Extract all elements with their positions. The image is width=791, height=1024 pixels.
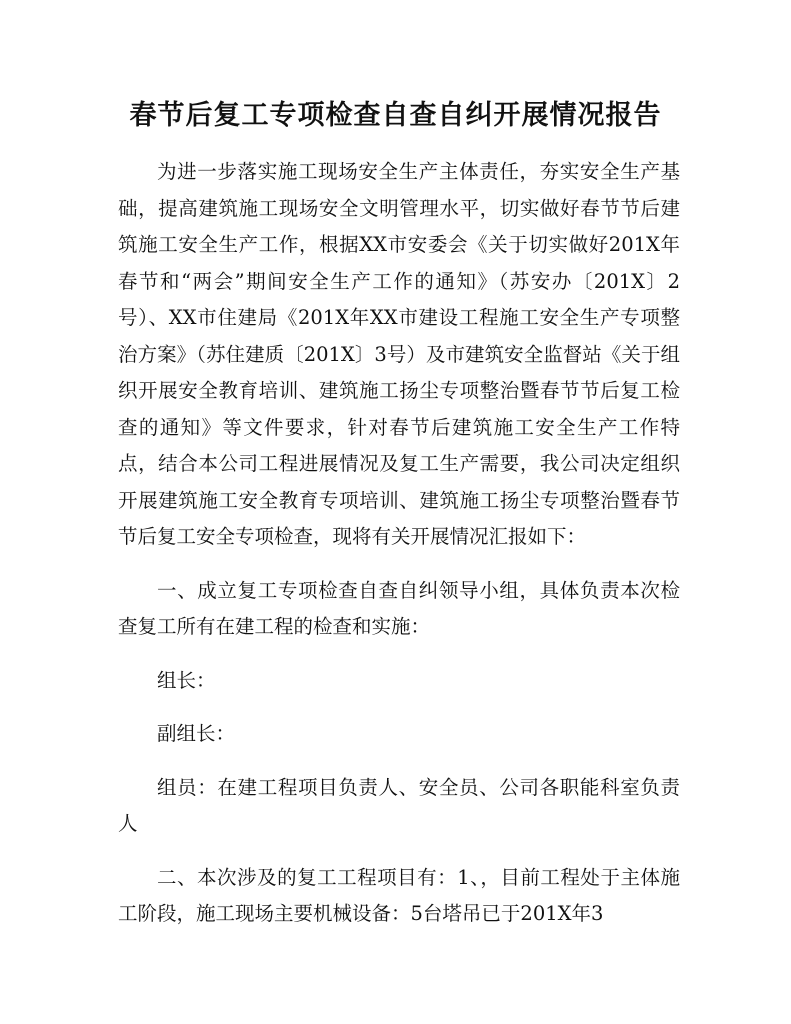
document-body <box>118 154 680 950</box>
page-title: 春节后复工专项检查自查自纠开展情况报告 <box>129 100 662 131</box>
paragraph-section-one: 一、成立复工专项检查自查自纠领导小组，具体负责本次检查复工所有在建工程的检查和实施： <box>118 578 680 638</box>
paragraph-leader: 组长： <box>157 668 216 692</box>
paragraph-deputy-leader: 副组长： <box>157 722 236 745</box>
paragraph-intro: 为进一步落实施工现场安全生产主体责任，夯实安全生产基础，提高建筑施工现场安全文明管理水平，切实做好春节节后建筑施工安全生产工作，根据XX市安委会《关于切实做好201X年春节和“两会”期间安全生产工作的通知》（苏安办〔201X〕2号）、XX市住建局《201X年XX市建设工程施工安全生产专项整治方案》（苏住建质〔201X〕3号）及市建筑安全监督站《关于组织开展安全教育培训、建筑施工扬尘专项整治暨春节节后复工检查的通知》等文件要求，针对春节后建筑施工安全生产工作特点，结合本公司工程进展情况及复工生产需要，我公司决定组织开展建筑施工安全教育专项培训、建筑施工扬尘专项整治暨春节节后复工安全专项检查，现将有关开展情况汇报如下： <box>118 160 680 548</box>
paragraph-members: 组员：在建工程项目负责人、安全员、公司各职能科室负责人 <box>118 775 680 835</box>
paragraph-section-two: 二、本次涉及的复工工程项目有：1、，目前工程处于主体施工阶段，施工现场主要机械设备：5台塔吊已于201X年3 <box>118 865 680 925</box>
